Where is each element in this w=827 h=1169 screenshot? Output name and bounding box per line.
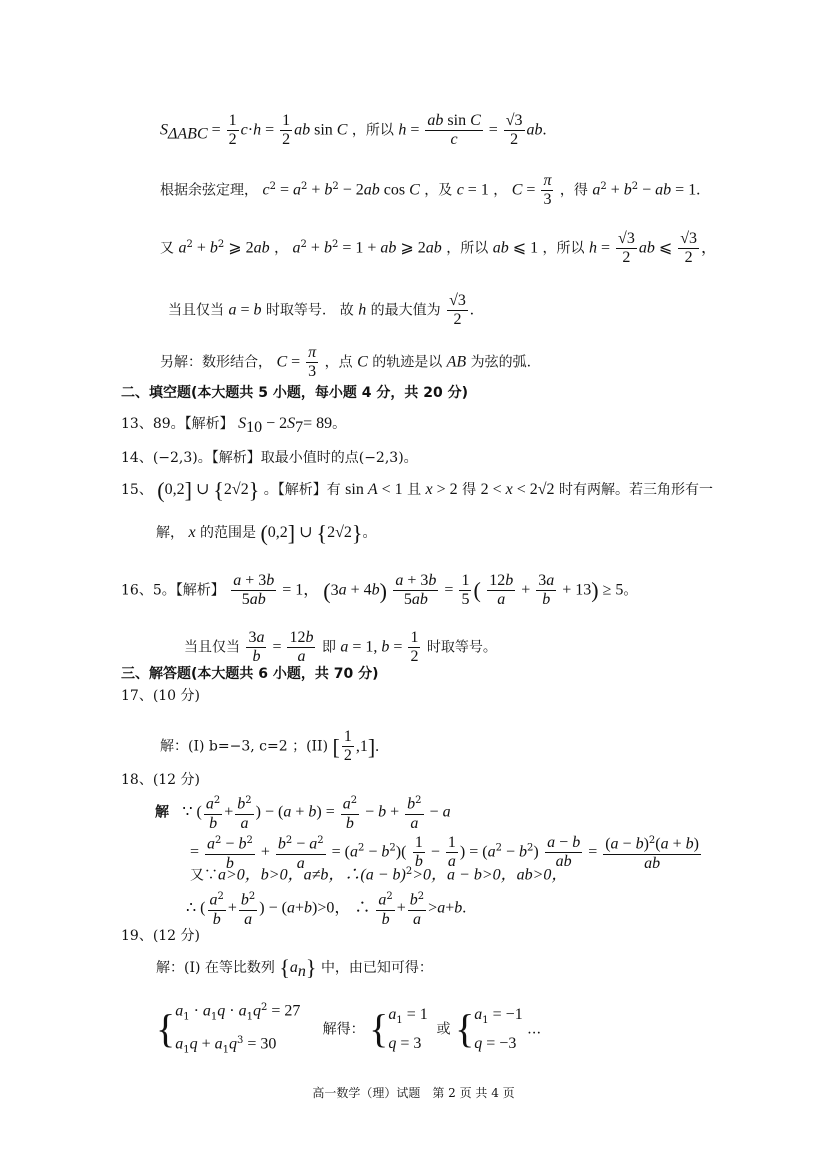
q15-text-5: 解， [156,525,184,541]
page-footer: 高一数学（理）试题 第 2 页 共 4 页 [312,1086,515,1100]
question-14: 14、(−2,3)。【解析】取最小值时的点(−2,3)。 [121,450,418,466]
line5-text-2: 的轨迹是以 [372,354,443,371]
q18-text-2: a>0，b>0，a≠b，∴(a − b) [218,866,406,884]
line-cosine-law: 根据余弦定理， $c^2 = a^2 + b^2 - 2ab$ cos C ，及 c = 1 ， C = $\frac{\pi}{3}$ ，得 $a^2 + b^2$ − ab = 1. [160,172,701,208]
line3-text-1: ， [274,240,289,257]
q15-text-2: 且 [407,482,422,498]
q19-text-2: 中，由已知可得： [320,960,433,976]
q16-text-3: 时取等号。 [426,639,497,656]
line5-text-0: 另解：数形结合， [160,354,272,371]
q15-text-1: 。【解析】有 [263,482,341,498]
q15-text-4: 时有两解。若三角形有一 [559,482,713,498]
line4-text-0: 当且仅当 [168,302,224,319]
line1-suffix: ，所以 [351,122,394,139]
line2-text-3: ，得 [559,182,588,199]
question-18-line2: = $\frac{a^2 - b^2}{b}$ + $\frac{b^2 - a^2}{a}$ = $(a^2 - b^2)$( $\frac{1}{b}$ − $\frac{1}{a}$ ) = $(a^2 - b^2)$ $\frac{a - b}{ab}$ = $\frac{(a - b)^2(a + b)}{ab}$ [190,833,699,872]
question-16-cont: 当且仅当 $\frac{3a}{b}$ = $\frac{12b}{a}$ 即 a = 1, b = $\frac{1}{2}$ 时取等号。 [184,629,497,665]
q15-text-7: 。 [362,525,377,541]
q15-num: 15、 [121,482,153,498]
q13-num: 13、89。 [121,416,185,432]
line4-text-2: 故 [339,302,354,319]
q18-solve-label: 解 [155,804,169,821]
question-18-line1: 解 ∵ ( $\frac{a^2}{b}$ + $\frac{b^2}{a}$ ) − (a + b) = $\frac{a^2}{b}$ − b + $\frac{b^2}{a}$ − a [155,792,451,833]
question-16: 16、5。【解析】 $\frac{a + 3b}{5ab}$ = 1， (3a + 4b) $\frac{a + 3b}{5ab}$ = $\frac{1}{5}$ ( $\frac{12b}{a}$ + $\frac{3a}{b}$ + 13) ≥ 5。 [121,572,638,608]
q15-text-6: 的范围是 [200,525,257,541]
q13-tag: 【解析】 [184,416,234,432]
line2-prefix: 根据余弦定理， [160,182,258,199]
question-18-line3: 又∵a>0，b>0，a≠b，∴(a − b)$^2$>0，a − b>0，ab>0， [190,866,568,884]
line2-text-1: ，及 [424,182,453,199]
line3-text-2: ，所以 [446,240,489,257]
q19-text-1: 解：(I) 在等比数列 [156,960,275,976]
question-19-system: { $a_1 \cdot a_1q \cdot a_1q^2 = 27$ $a_1q + a_1q^3 = 30$ 解得： { $a_1 = 1$ q = 3 或 { $a_1 = -1$ q = −3 … [156,1002,542,1056]
q16-num: 16、5。 [121,582,176,599]
q16-text-1: 当且仅当 [184,639,240,656]
q18-text-1: 又∵ [190,867,218,884]
line-inequality: 又 $a^2 + b^2$ ⩾ 2ab ， $a^2 + b^2 = 1$ + ab ⩾ 2ab ，所以 ab ⩽ 1 ，所以 h = $\frac{√3}{2}$ ab ⩽ $\frac{√3}{2}$ ， [160,230,718,266]
question-13: 13、89。【解析】 $S_{10} - 2S_7= 89$。 [121,415,347,436]
q19-text-4: 或 [436,1021,451,1038]
question-19-number: 19、(12 分) [121,928,201,944]
line3-text-0: 又 [160,240,174,257]
line-alternative: 另解：数形结合， C = $\frac{\pi}{3}$ ，点 C 的轨迹是以 AB 为弦的弧. [160,344,532,380]
line-area-formula: $S_{\Delta ABC}$ = $\frac{1}{2}$ c·h = $\frac{1}{2}$ ab sin C ，所以 h = $\frac{\text{ab sin C}}{c}$ = $\frac{√3}{2}$ ab. [160,112,547,148]
q16-text-2: 即 [321,639,336,656]
question-15: 15、 (0,2] ∪ {2√2} 。【解析】有 sin A < 1 且 x > 2 得 2 < x < 2√2 时有两解。若三角形有一 [121,477,713,503]
line-equality-condition: 当且仅当 a = b 时取等号. 故 h 的最大值为 $\frac{√3}{2}$ . [168,292,474,328]
q16-end: 。 [623,582,638,599]
line4-text-1: 时取等号. [265,302,327,319]
question-17-number: 17、(10 分) [121,688,201,704]
q19-text-5: … [527,1021,542,1038]
q13-end: 。 [332,416,347,432]
q17-answer-text: 解：(I) b=−3, c=2 ；(II) [160,738,329,755]
line5-text-1: ，点 [324,354,353,371]
line3-text-3: ，所以 [542,240,585,257]
q18-text-3: >0，a − b>0，ab>0， [412,866,568,884]
q13-result: = 89 [303,415,333,432]
question-18-number: 18、(12 分) [121,772,201,788]
section-fill-blank-heading: 二、填空题(本大题共 5 小题，每小题 4 分，共 20 分) [121,385,469,401]
question-17-answer: 解：(I) b=−3, c=2 ；(II) [ $\frac{1}{2}$ ,1]. [160,728,380,764]
q19-text-3: 解得： [322,1021,365,1038]
q16-tag: 【解析】 [175,582,225,599]
line5-text-3: 为弦的弧. [470,354,532,371]
q15-text-3: 得 [462,482,477,498]
section-solutions-heading: 三、解答题(本大题共 6 小题，共 70 分) [121,666,379,682]
question-19-intro: 解：(I) 在等比数列 $\{a_n\}$ 中，由已知可得： [156,955,433,980]
line2-text-2: ， [493,182,508,199]
question-18-line4: ∴ ( $\frac{a^2}{b}$ + $\frac{b^2}{a}$ ) − (a+b)>0， ∴ $\frac{a^2}{b}$ + $\frac{b^2}{a}$ >a+b. [186,888,466,929]
line4-text-3: 的最大值为 [370,302,441,319]
question-15-cont: 解， x 的范围是 (0,2] ∪ {2√2}。 [156,520,377,546]
